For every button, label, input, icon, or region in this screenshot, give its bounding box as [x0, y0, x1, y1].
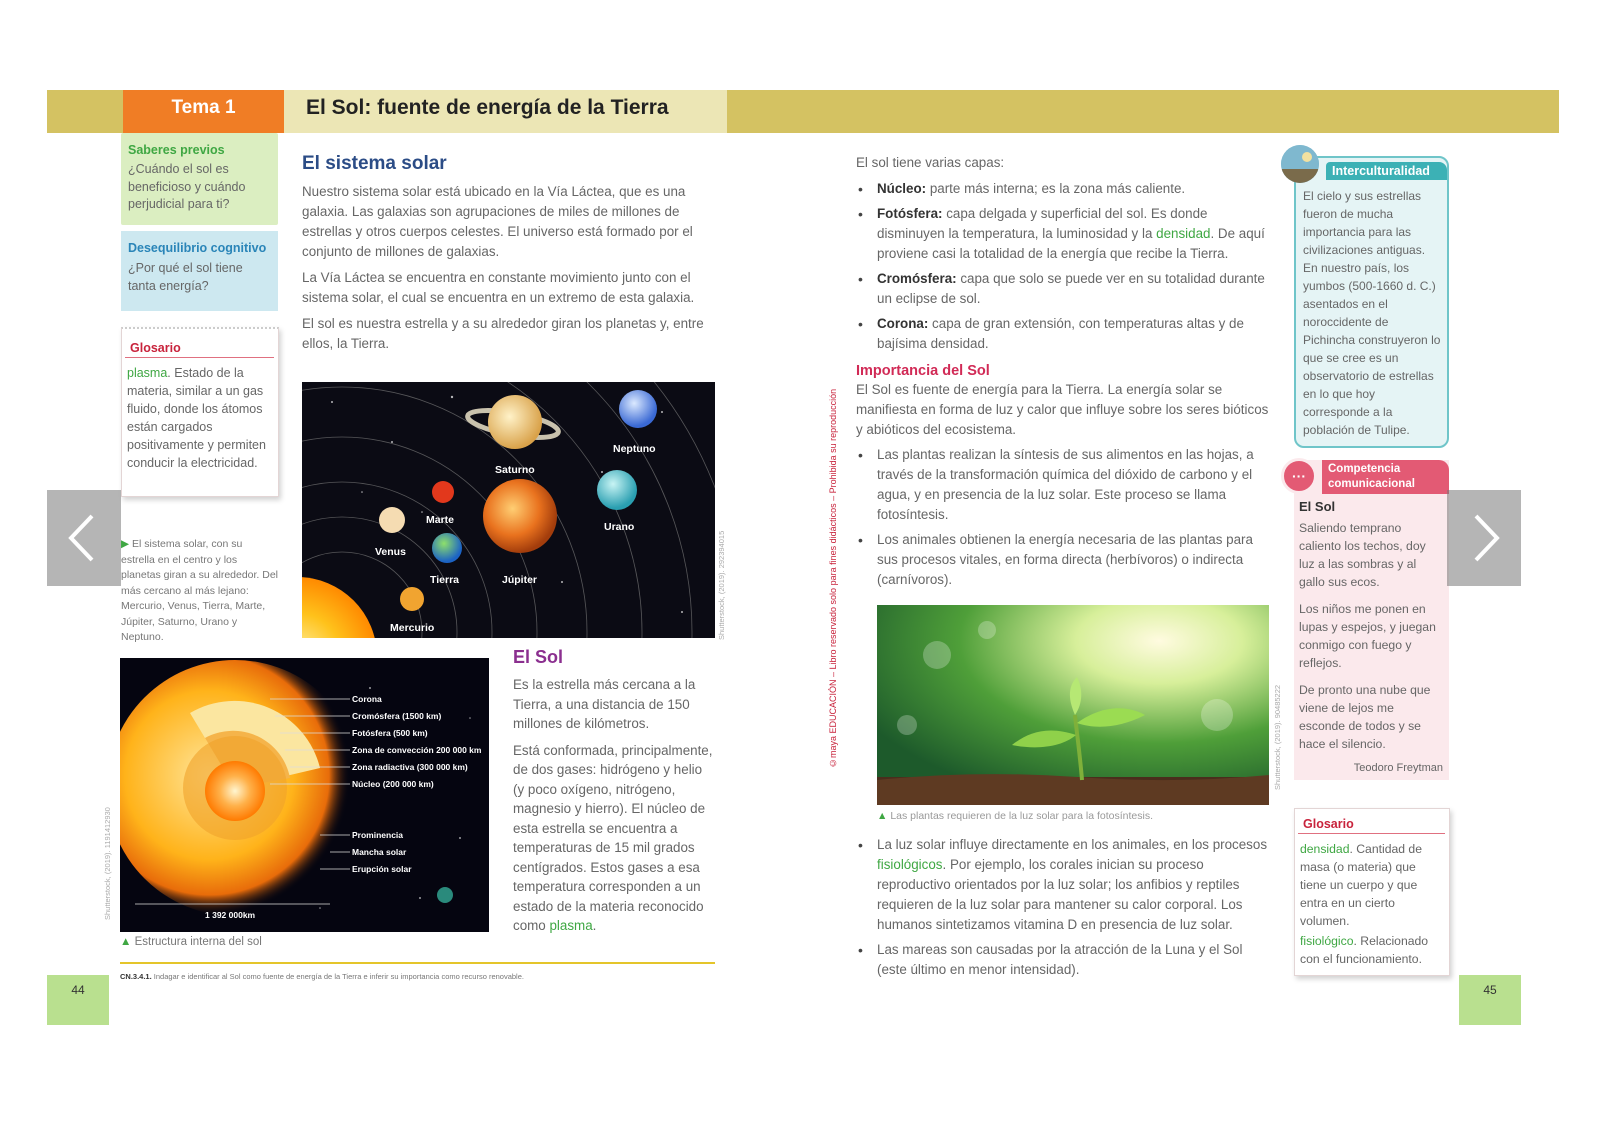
footer-rule [120, 962, 715, 964]
layer-item [856, 314, 1271, 354]
right-page [803, 90, 1559, 1048]
bullet3-post: . Por ejemplo, los corales inician su proceso reproductivo orientados por la luz solar; los anfibios y reptiles requieren de la luz solar para mantener su calor corporal. Los humanos sintetizamos vitamina D en presencia de luz solar. [877, 857, 1243, 932]
layer-text: capa de gran extensión, con temperaturas altas y de bajísima densidad. [877, 316, 1244, 351]
footer-text: Indagar e identificar al Sol como fuente de energía de la Tierra e inferir su importancia como recurso renovable. [153, 972, 524, 981]
bullet-luz-animales [856, 835, 1271, 935]
glosario-text: . Estado de la materia, similar a un gas fluido, donde los átomos están cargados positivamente y permiten conducir la electricidad. [127, 366, 266, 470]
elsol-p2-text: Está conformada, principalmente, de dos gases: hidrógeno y helio (y poco oxígeno, nitrógeno, magnesio y hierro). El núcleo de esta estrella se encuentra a temperaturas de 15 mil grados centígrados. Estos gases a esa temperatura corresponden a un estado de la materia reconocido como [513, 742, 713, 933]
sun-caption-text: Estructura interna del sol [134, 936, 262, 948]
plant-sunlight-image [877, 605, 1269, 805]
poem-title: El Sol [1299, 499, 1336, 514]
desequilibrio-title: Desequilibrio cognitivo [128, 241, 267, 255]
glosario-term-densidad: densidad [1300, 842, 1350, 856]
sun-label-diametro: 1 392 000km [205, 910, 256, 920]
glosario-text-fisiologico: . Relacionado con el funcionamiento. [1300, 934, 1429, 966]
credit-sun: Shutterstock, (2019). 1191412930 [103, 807, 112, 920]
sun-label-corona: Corona [352, 694, 382, 704]
footer-code: CN.3.4.1. [120, 972, 152, 981]
sun-label-nucleo: Núcleo (200 000 km) [352, 779, 434, 789]
sun-label-cromosfera: Cromósfera (1500 km) [352, 711, 442, 721]
bullet3-pre: La luz solar influye directamente en los animales, en los procesos [877, 837, 1268, 852]
left-page [47, 90, 803, 1048]
page-number-left: 44 [47, 975, 109, 1025]
layer-text: parte más interna; es la zona más caliente. [926, 181, 1186, 196]
saberes-previos-box [121, 133, 278, 225]
layer-item [856, 204, 1271, 264]
glosario-definition [125, 364, 274, 472]
layers-list [856, 179, 1271, 354]
importancia-heading: Importancia del Sol [856, 363, 990, 379]
more-bullets [856, 835, 1271, 985]
desequilibrio-box [121, 231, 278, 311]
saberes-text: ¿Cuándo el sol es beneficioso y cuándo perjudicial para ti? [128, 162, 246, 211]
glosario-title: Glosario [125, 341, 274, 358]
layers-intro: El sol tiene varias capas: [856, 155, 1005, 170]
sistema-heading: El sistema solar [302, 153, 447, 174]
sun-label-erupcion: Erupción solar [352, 864, 412, 874]
layer-term: Corona: [877, 316, 929, 331]
sun-label-prominencia: Prominencia [352, 830, 404, 840]
label-marte: Marte [426, 514, 455, 526]
elsol-p2-end: . [592, 918, 597, 933]
interculturalidad-text: El cielo y sus estrellas fueron de mucha importancia para las civilizaciones antiguas. En nuestro país, los yumbos (500-1660 d. C.) asentados en el noroccidente de Pichincha construyeron lo que se cree es un observatorio de estrellas en lo que hoy corresponde a la población de Tulipe. [1303, 189, 1441, 437]
credit-solar: Shutterstock, (2019). 292394015 [717, 530, 726, 640]
importancia-bullet: • Los animales obtienen la energía necesaria de las plantas para sus procesos vitales, en forma directa (herbívoros) o indirecta (carnívoros). [856, 530, 1271, 590]
layer-text: capa que solo se puede ver en su totalidad durante un eclipse de sol. [877, 271, 1265, 306]
credit-plant: Shutterstock, (2019). 90485222 [1273, 684, 1282, 790]
layer-item [856, 269, 1271, 309]
plant-caption-text: Las plantas requieren de la luz solar para la fotosíntesis. [890, 810, 1153, 822]
layer-text: capa delgada y superficial del sol. Es donde disminuyen la temperatura, la luminosidad y la [877, 206, 1208, 241]
elsol-heading: El Sol [513, 647, 564, 667]
poem-stanza-3: De pronto una nube que viene de lejos me esconde de todos y se hace el silencio. [1299, 683, 1431, 751]
importancia-bullets [856, 445, 1271, 590]
header-band-right [803, 90, 1559, 133]
bullet-mareas: • Las mareas son causadas por la atracción de la Luna y el Sol (este último en menor intensidad). [856, 940, 1271, 980]
layer-text-end: . De aquí proviene casi la totalidad de la energía que recibe la Tierra. [877, 226, 1265, 261]
solar-caption-text: El sistema solar, con su estrella en el centro y los planetas giran a su alrededor. Del más cercano al más lejano: Mercurio, Venus, Tierra, Marte, Júpiter, Saturno, Urano y Neptuno. [121, 538, 279, 643]
competencia-title [1322, 460, 1449, 494]
glosario-right-title: Glosario [1298, 817, 1445, 834]
poem [1294, 494, 1449, 777]
competencia-title1: Competencia [1328, 463, 1401, 475]
speech-bubble-icon: ··· [1281, 458, 1317, 494]
label-neptuno: Neptuno [613, 443, 656, 455]
sun-label-fotosfera: Fotósfera (500 km) [352, 728, 428, 738]
saberes-title: Saberes previos [128, 143, 225, 157]
importancia-bullet: • Las plantas realizan la síntesis de sus alimentos en las hojas, a través de la transformación química del dióxido de carbono y el agua, y en presencia de la luz solar. Este proceso se llama fotosíntesis. [856, 445, 1271, 525]
curriculum-footer [120, 972, 720, 981]
sistema-p2: La Vía Láctea se encuentra en constante movimiento junto con el sistema solar, el cual se encuentra en un extremo de esta galaxia. [302, 270, 695, 305]
importancia-section [856, 363, 1271, 595]
vertical-copyright: ©maya EDUCACIÓN – Libro reservado solo para fines didácticos – Prohibida su reproducción [828, 388, 838, 768]
layer-term: Fotósfera: [877, 206, 943, 221]
glosario-fisiologico [1300, 932, 1445, 968]
glosario-term: plasma [127, 366, 168, 380]
poem-author: Teodoro Freytman [1353, 762, 1443, 774]
interculturalidad-box [1294, 156, 1449, 448]
importancia-text: El Sol es fuente de energía para la Tierra. La energía solar se manifiesta en forma de luz y calor que influye sobre los seres bióticos y abióticos del ecosistema. [856, 382, 1269, 437]
interculturalidad-title: Interculturalidad [1326, 162, 1447, 180]
competencia-box [1294, 460, 1449, 780]
caption-triangle-icon: ▲ [120, 936, 132, 948]
page-title: El Sol: fuente de energía de la Tierra [284, 90, 727, 133]
fisiologicos-term: fisiológicos [877, 857, 943, 872]
sistema-text [302, 182, 717, 354]
layer-term: Cromósfera: [877, 271, 957, 286]
poem-stanza-1: Saliendo temprano caliento los techos, doy luz a las sombras y al gallo sus ecos. [1299, 521, 1426, 589]
glosario-box [121, 327, 279, 497]
layers-section [856, 153, 1271, 359]
desequilibrio-text: ¿Por qué el sol tiene tanta energía? [128, 261, 243, 293]
elsol-p2 [513, 741, 716, 936]
glosario-right-box [1294, 808, 1450, 976]
densidad-term: densidad [1156, 226, 1211, 241]
glosario-densidad [1300, 840, 1445, 930]
sistema-p3: El sol es nuestra estrella y a su alrededor giran los planetas y, entre ellos, la Tierra. [302, 316, 704, 351]
label-mercurio: Mercurio [390, 622, 435, 634]
glosario-term-fisiologico: fisiológico [1300, 934, 1354, 948]
caption-triangle-icon: ▶ [121, 538, 130, 550]
sun-caption [120, 936, 262, 948]
elsol-p1: Es la estrella más cercana a la Tierra, a una distancia de 150 millones de kilómetros. [513, 677, 696, 731]
label-urano: Urano [604, 521, 635, 533]
layer-item [856, 179, 1271, 199]
layer-term: Núcleo: [877, 181, 927, 196]
plant-caption [877, 810, 1153, 822]
sun-label-mancha: Mancha solar [352, 847, 407, 857]
elsol-plasma-term: plasma [549, 918, 593, 933]
chevron-left-icon [47, 490, 121, 586]
interculturalidad-icon [1281, 145, 1319, 183]
label-saturno: Saturno [495, 464, 535, 476]
label-tierra: Tierra [430, 574, 459, 586]
sun-label-radiactiva: Zona radiactiva (300 000 km) [352, 762, 468, 772]
chevron-right-icon [1447, 490, 1521, 586]
glosario-text-densidad: . Cantidad de masa (o materia) que tiene un cuerpo y que entra en un cierto volumen. [1300, 842, 1422, 928]
sun-label-conveccion: Zona de convección 200 000 km [352, 745, 482, 755]
label-venus: Venus [375, 546, 406, 558]
sun-structure-image [120, 658, 489, 932]
glosario-right-definitions [1298, 840, 1445, 968]
page-number-right: 45 [1459, 975, 1521, 1025]
competencia-title2: comunicacional [1328, 478, 1415, 490]
solar-system-image [302, 382, 715, 638]
next-page-button[interactable] [1447, 490, 1521, 586]
previous-page-button[interactable] [47, 490, 121, 586]
elsol-text [513, 675, 716, 936]
tema-label: Tema 1 [123, 90, 284, 133]
solar-system-caption [121, 537, 279, 646]
sistema-p1: Nuestro sistema solar está ubicado en la Vía Láctea, que es una galaxia. Las galaxias son agrupaciones de miles de millones de estrellas y otros cuerpos celestes. El universo está formado por el conjunto de millones de galaxias. [302, 184, 693, 259]
label-jupiter: Júpiter [502, 574, 538, 586]
caption-triangle-icon: ▲ [877, 810, 888, 822]
poem-stanza-2: Los niños me ponen en lupas y espejos, y juegan conmigo con fuego y reflejos. [1299, 602, 1436, 670]
